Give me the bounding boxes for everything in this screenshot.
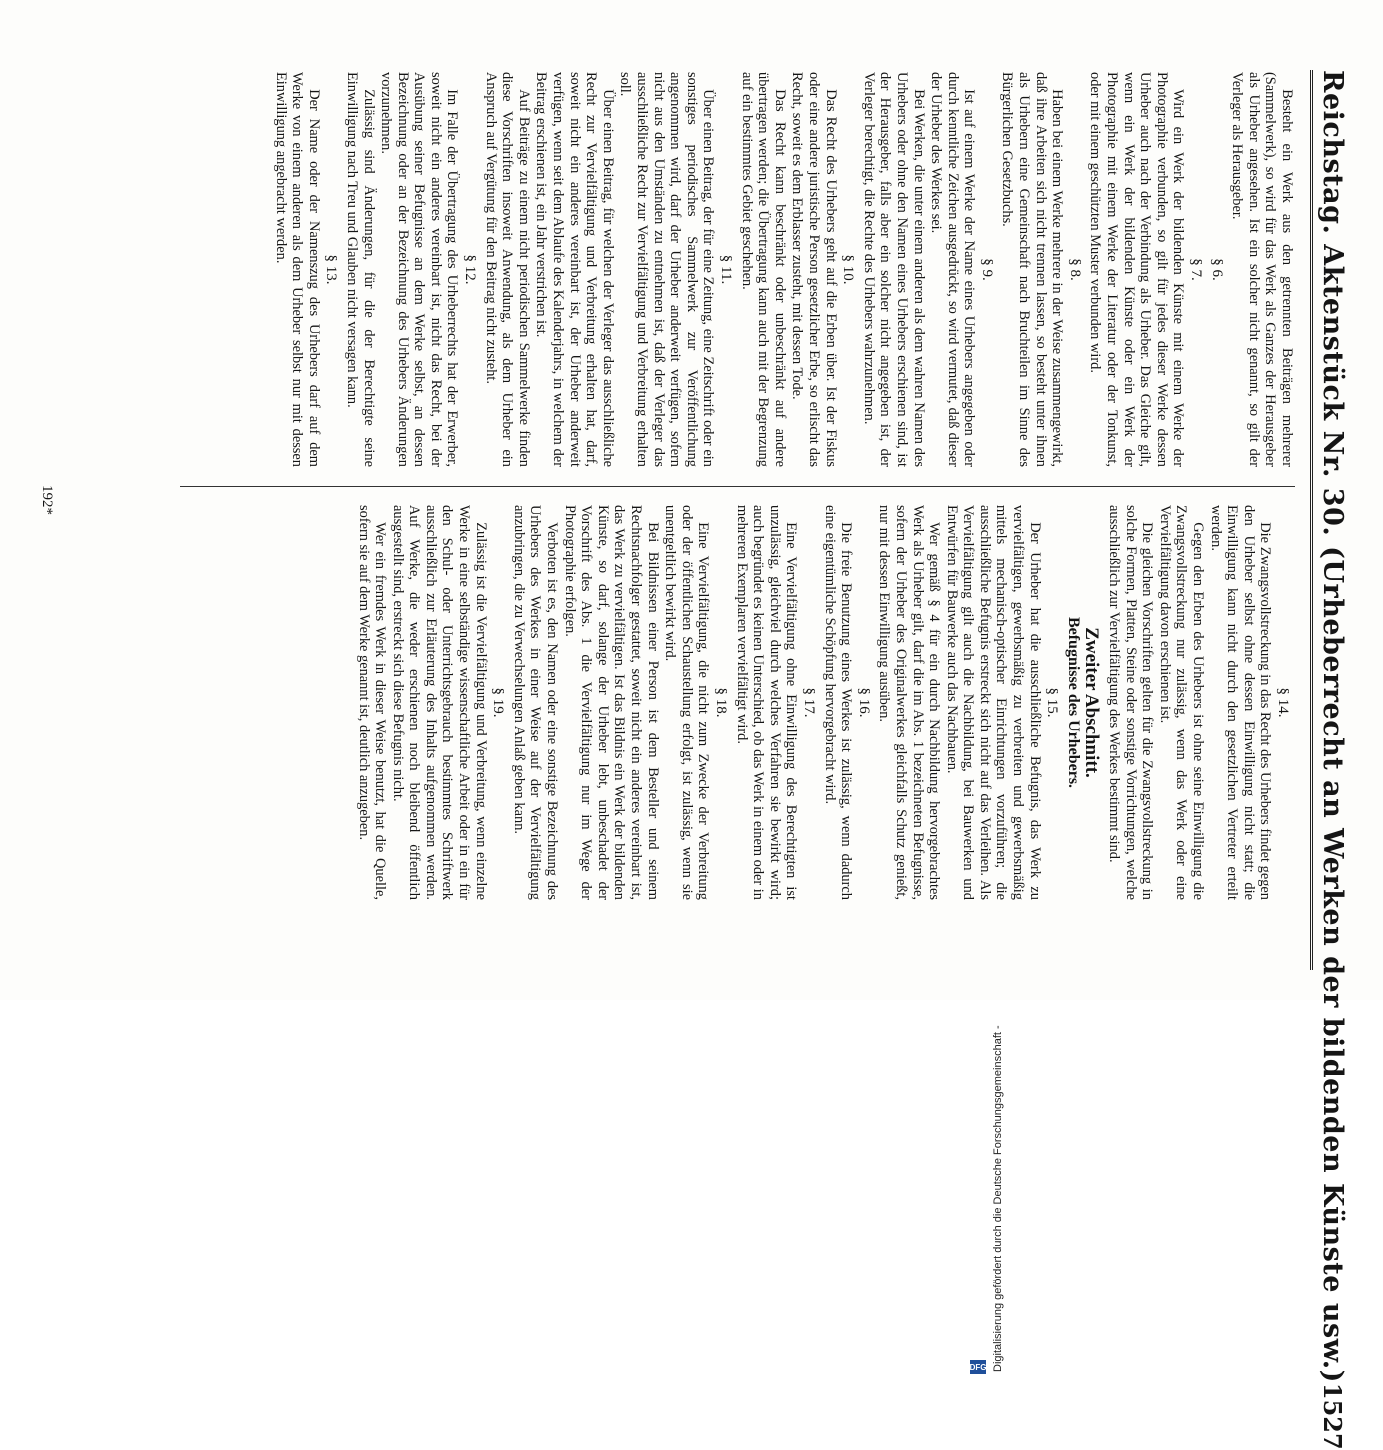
section-number: § 11. [718,254,734,285]
section-number: § 17. [800,687,817,718]
paragraph: Das Recht kann beschränkt oder unbeschränkt auf andere übertragen werden; die Übertragung kann auch mit der Begrenzung auf ein bestimmtes Gebiet geschehen. [738,72,788,467]
right-text-column [170,505,1295,900]
paragraph: Im Falle der Übertragung des Urheberrechts hat der Erwerber, soweit nicht ein anderes vereinbart ist, nicht das Recht, bei der Ausübung seiner Befugnisse an dem Werke selbst, an dessen Bezeichnung oder an der Bezeichnung des Urhebers Änderungen vorzunehmen. [378,72,461,467]
section-number: § 13. [323,254,340,285]
paragraph: Der Name oder der Namenszug des Urhebers darf auf dem Werke von einem anderen als dem Urheber selbst nur mit dessen Einwilligung angebracht werden. [272,72,322,467]
paragraph: Wer gemäß § 4 für ein durch Nachbildung hervorgebrachtes Werk als Urheber gilt, darf die im Abs. 1 bezeichneten Befugnisse, sofern der Urheber des Originalwerkes gleichfalls Schutz genießt, nur mit dessen Einwilligung ausüben. [876,505,943,900]
paragraph: Eine Vervielfältigung, die nicht zum Zwecke der Verbreitung oder der öffentlichen Schaustellung erfolgt, ist zulässig, wenn sie unentgeltlich bewirkt wird. [662,505,712,900]
paragraph: Auf Beiträge zu einem nicht periodischen Sammelwerke finden diese Vorschriften insoweit Anwendung, als dem Urheber ein Anspruch auf Vergütung für den Beitrag nicht zusteht. [482,72,532,467]
paragraph: Die Zwangsvollstreckung in das Recht des Urhebers findet gegen den Urheber selbst ohne dessen Einwilligung nicht statt; die Einwilligung kann nicht durch den gesetzlichen Vertreter erteilt werden. [1207,505,1274,900]
section-number: § 7. [1188,258,1205,281]
paragraph: Über einen Beitrag, für welchen der Verleger das ausschließliche Recht zur Vervielfältigung und Verbreitung erhalten hat, darf, soweit nicht ein anderes vereinbart ist, der Urheber anderweit verfügen, wenn seit dem Ablaufe des Kalenderjahrs, in welchem der Beitrag erschienen ist, ein Jahr verstrichen ist. [533,72,616,467]
paragraph: Zulässig ist die Vervielfältigung und Verbreitung, wenn einzelne Werke in eine selbständige wissenschaftliche Arbeit oder in ein für den Schul- oder Unterrichtsgebrauch bestimmtes Schriftwerk ausschließlich zur Erläuterung des Inhalts aufgenommen werden. Auf Werke, die weder erschienen noch bleibend öffentlich ausgestellt sind, erstreckt sich diese Befugnis nicht. [389,505,489,900]
page-number: 1527 [1318,1382,1348,1450]
paragraph: Bei Werken, die unter einem anderen als dem wahren Namen des Urhebers oder ohne den Namen eines Urhebers erschienen sind, ist der Herausgeber, falls aber ein solcher nicht angegeben ist, der Verleger berechtigt, die Rechte des Urhebers wahrzunehmen. [860,72,927,467]
paragraph: Besteht ein Werk aus den getrennten Beiträgen mehrerer (Sammelwerk), so wird für das Werk als Ganzes der Herausgeber als Urheber angesehen. Ist ein solcher nicht genannt, so gilt der Verleger als Herausgeber. [1229,72,1295,467]
paragraph: Wird ein Werk der bildenden Künste mit einem Werke der Photographie verbunden, so gilt für jedes dieser Werke dessen Urheber auch nach der Verbindung als Urheber. Das Gleiche gilt, wenn ein Werk der bildenden Künste oder ein Werk der Photographie mit einem Werke der Literatur oder der Tonkunst, oder mit einem geschützten Muster verbunden wird. [1087,72,1187,467]
section-number: § 6. [1208,258,1225,281]
chapter-subheading: Befugnisse des Urhebers. [1064,616,1082,789]
sheet-number: 192* [39,485,55,515]
section-number: § 19. [490,687,507,718]
section-number: § 9. [978,258,995,281]
chapter-heading: Zweiter Abschnitt. [1081,627,1103,778]
section-number: § 14. [1275,687,1291,718]
column-divider [180,486,1295,487]
left-text-column [170,72,1295,467]
paragraph: Die gleichen Vorschriften gelten für die Zwangsvollstreckung in solche Formen, Platten, Steine oder sonstige Vorrichtungen, welche ausschließlich zur Vervielfältigung des Werkes bestimmt sind. [1106,505,1156,900]
page-header [1310,70,1353,1450]
digitization-note: Digitalisierung gefördert durch die Deutsche Forschungsgemeinschaft - [992,1025,1004,1372]
section-number: § 16. [855,687,872,718]
paragraph: Verboten ist es, den Namen oder eine sonstige Bezeichnung des Urhebers des Werkes in einer Weise auf der Vervielfältigung anzubringen, die zu Verwechselungen Anlaß geben kann. [510,505,561,900]
paragraph: Eine Vervielfältigung ohne Einwilligung des Berechtigten ist unzulässig, gleichviel durch welches Verfahren sie bewirkt wird; auch begründet es keinen Unterschied, ob das Werk in einem oder in mehreren Exemplaren vervielfältigt wird. [733,505,800,900]
paragraph: Das Recht des Urhebers geht auf die Erben über. Ist der Fiskus oder eine andere juristische Person gesetzlicher Erbe, so erlischt das Recht, soweit es dem Erblasser zusteht, mit dessen Tode. [789,72,839,467]
paragraph: Gegen den Erben des Urhebers ist ohne seine Einwilligung die Zwangsvollstreckung nur zulässig, wenn das Werk oder eine Vervielfältigung davon erschienen ist. [1156,505,1207,900]
paragraph: Bei Bildnissen einer Person ist dem Besteller und seinem Rechtsnachfolger gestattet, soweit nicht ein anderes vereinbart ist, das Werk zu vervielfältigen. Ist das Bildnis ein Werk der bildenden Künste, so darf, solange der Urheber lebt, unbeschadet der Vorschrift des Abs. 1 die Vervielfältigung nur im Wege der Photographie erfolgen. [561,505,661,900]
paragraph: Der Urheber hat die ausschließliche Befugnis, das Werk zu vervielfältigen, gewerbsmäßig zu verbreiten und gewerbsmäßig mittels mechanisch-optischer Einrichtungen vorzuführen; die ausschließliche Befugnis erstreckt sich nicht auf das Verleihen. Als Vervielfältigung gilt auch die Nachbildung, bei Bauwerken und Entwürfen für Bauwerke auch das Nachbauen. [943,505,1043,900]
paragraph: Haben bei einem Werke mehrere in der Weise zusammengewirkt, daß ihre Arbeiten sich nicht trennen lassen, so besteht unter ihnen als Urhebern eine Gemeinschaft nach Bruchteilen im Sinne des Bürgerlichen Gesetzbuchs. [999,72,1066,467]
section-number: § 18. [713,687,729,718]
paragraph: Wer ein fremdes Werk in dieser Weise benutzt, hat die Quelle, sofern sie auf dem Werke genannt ist, deutlich anzugeben. [355,505,389,900]
paragraph: Zulässig sind Änderungen, für die der Berechtigte seine Einwilligung nach Treu und Glauben nicht versagen kann. [343,72,377,467]
section-number: § 10. [840,254,857,285]
section-number: § 15. [1044,687,1061,718]
dfg-logo: DFG [970,1360,986,1374]
paragraph: Ist auf einem Werke der Name eines Urhebers angegeben oder durch kenntliche Zeichen ausgedrückt, so wird vermutet, daß dieser der Urheber des Werkes sei. [928,72,978,467]
paragraph: Die freie Benutzung eines Werkes ist zulässig, wenn dadurch eine eigentümliche Schöpfung hervorgebracht wird. [821,505,855,900]
running-title: Reichstag. Aktenstück Nr. 30. (Urheberrecht an Werken der bildenden Künste usw.) [1317,70,1349,1383]
section-number: § 12. [462,254,479,285]
section-number: § 8. [1066,258,1083,281]
paragraph: Über einen Beitrag, der für eine Zeitung, eine Zeitschrift oder ein sonstiges periodisches Sammelwerk zur Veröffentlichung angenommen wird, darf der Urheber anderweit verfügen, sofern nicht aus den Umständen zu entnehmen ist, daß der Verleger das ausschließliche Recht zur Vervielfältigung und Verbreitung erhalten soll. [617,72,717,467]
